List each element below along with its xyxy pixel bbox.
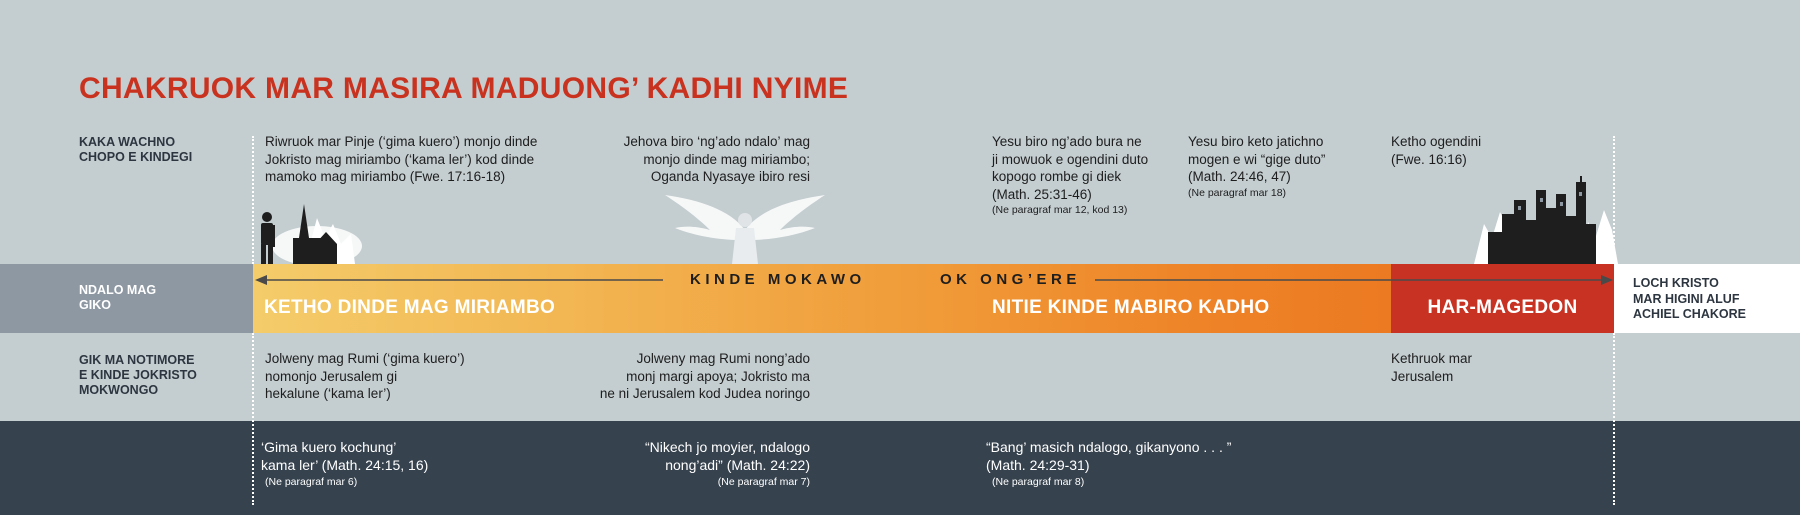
page-title: CHAKRUOK MAR MASIRA MADUONG’ KADHI NYIME <box>79 72 849 105</box>
scripture-quote-2: “Nikech jo moyier, ndalogo nong’adi” (Math. 24:22) <box>645 439 810 473</box>
soldier-icon <box>261 212 275 264</box>
scripture-quote-2-note: (Ne paragraf mar 7) <box>717 476 810 488</box>
event-judging-nations: Yesu biro ng’ado bura ne ji mowuok e ogendini duto kopogo rombe gi diek (Math. 25:31-46) <box>992 134 1149 202</box>
period-label-right: OK ONG’ERE <box>940 271 1081 288</box>
timeline-arrow <box>253 270 1615 290</box>
angel-icon <box>665 195 825 264</box>
segment-armageddon: HAR-MAGEDON <box>1427 297 1578 318</box>
event-nations-destroyed: Ketho ogendini (Fwe. 16:16) <box>1391 134 1482 167</box>
timeline-start-line-lower <box>252 333 254 505</box>
scripture-quote-3-note: (Ne paragraf mar 8) <box>992 476 1085 488</box>
first-century-cut-short: Jolweny mag Rumi nong’ado monj margi apoya; Jokristo ma ne ni Jerusalem kod Judea noringo <box>599 351 810 401</box>
arrow-left-icon <box>255 275 267 285</box>
event-judging-note: (Ne paragraf mar 12, kod 13) <box>992 204 1128 216</box>
segment-interval: NITIE KINDE MABIRO KADHO <box>992 297 1270 318</box>
row-label-top: KAKA WACHNO CHOPO E KINDEGI <box>79 135 193 164</box>
millennium-label: LOCH KRISTO MAR HIGINI ALUF ACHIEL CHAKORE <box>1633 276 1746 321</box>
scripture-quote-1-note: (Ne paragraf mar 6) <box>265 476 358 488</box>
event-false-religion-attack: Riwruok mar Pinje (‘gima kuero’) monjo dinde Jokristo mag miriambo (‘kama ler’) kod dinde mamoko mag miriambo (Fwe. 17:16-18) <box>265 134 538 184</box>
event-faithful-slave: Yesu biro keto jatichno mogen e wi “gige duto” (Math. 24:46, 47) <box>1188 134 1326 184</box>
timeline-start-line <box>252 136 254 264</box>
row-label-bottom: GIK MA NOTIMORE E KINDE JOKRISTO MOKWONGO <box>79 353 197 397</box>
segment-false-religion: KETHO DINDE MAG MIRIAMBO <box>264 297 556 318</box>
first-century-attack: Jolweny mag Rumi (‘gima kuero’) nomonjo Jerusalem gi hekalune (‘kama ler’) <box>265 351 465 401</box>
timeline-end-line <box>1613 136 1615 264</box>
event-days-cut-short: Jehova biro ‘ng’ado ndalo’ mag monjo dinde mag miriambo; Oganda Nyasaye ibiro resi <box>623 134 810 184</box>
period-label-left: KINDE MOKAWO <box>690 271 866 288</box>
first-century-destruction: Kethruok mar Jerusalem <box>1391 351 1473 384</box>
timeline-end-line-lower <box>1613 333 1615 505</box>
event-faithful-slave-note: (Ne paragraf mar 18) <box>1188 187 1287 199</box>
skyline-icon <box>1488 176 1596 264</box>
burning-city-illustration <box>1470 172 1620 264</box>
soldier-church-fire-illustration <box>255 196 365 266</box>
angel-illustration <box>660 190 830 264</box>
scripture-quote-3: “Bang’ masich ndalogo, gikanyono . . . ” (Math. 24:29-31) <box>986 439 1232 473</box>
row-label-middle: NDALO MAG GIKO <box>79 283 157 312</box>
scripture-quote-1: ‘Gima kuero kochung’ kama ler’ (Math. 24:15, 16) <box>261 439 429 473</box>
arrow-right-icon <box>1601 275 1613 285</box>
